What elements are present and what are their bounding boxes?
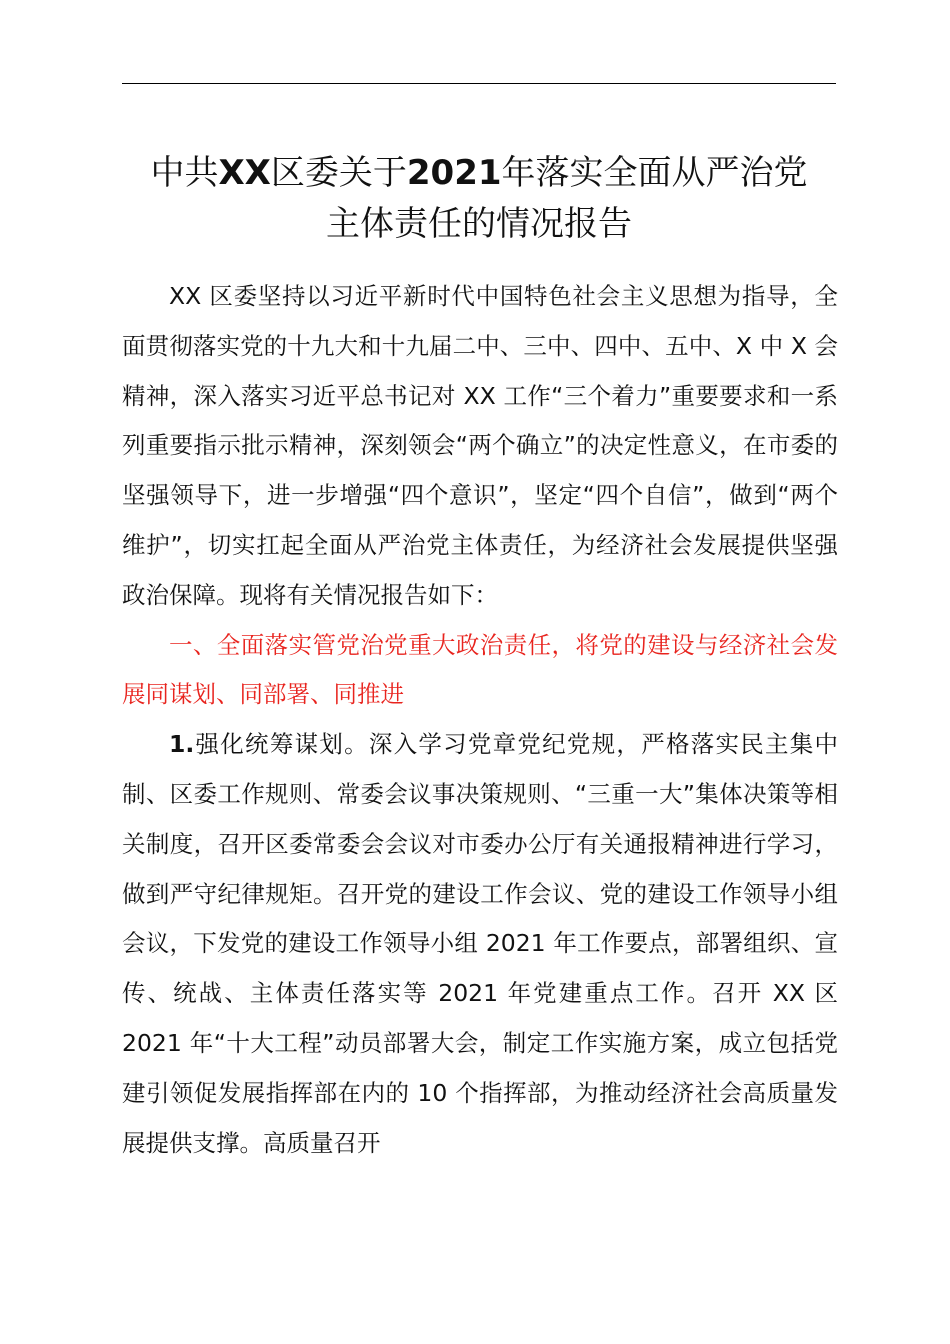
- section-heading-1: 一、全面落实管党治党重大政治责任，将党的建设与经济社会发展同谋划、同部署、同推进: [122, 630, 838, 709]
- item-number: 1.: [169, 730, 195, 759]
- document-title: [100, 148, 858, 250]
- title-line-2: 主体责任的情况报告: [326, 204, 632, 244]
- intro-paragraph: XX 区委坚持以习近平新时代中国特色社会主义思想为指导，全面贯彻落实党的十九大和十九届二中、三中、四中、五中、X 中 X 会精神，深入落实习近平总书记对 XX 工作“三个着力”重要要求和一系列重要指示批示精神，深刻领会“两个确立”的决定性意义，在市委的坚强领导下，进一步增强“四个意识”，坚定“四个自信”，做到“两个维护”，切实扛起全面从严治党主体责任，为经济社会发展提供坚强政治保障。现将有关情况报告如下：: [122, 282, 838, 609]
- item-paragraph-1: [122, 720, 838, 1168]
- header-rule: [122, 83, 836, 84]
- title-line-1: 中共XX区委关于2021年落实全面从严治党: [150, 153, 808, 193]
- document-body: [122, 272, 838, 1168]
- item-text: 强化统筹谋划。深入学习党章党纪党规，严格落实民主集中制、区委工作规则、常委会议事决策规则、“三重一大”集体决策等相关制度，召开区委常委会会议对市委办公厅有关通报精神进行学习，做到严守纪律规矩。召开党的建设工作会议、党的建设工作领导小组会议，下发党的建设工作领导小组 2021 年工作要点，部署组织、宣传、统战、主体责任落实等 2021 年党建重点工作。召开 XX 区 2021 年“十大工程”动员部署大会，制定工作实施方案，成立包括党建引领促发展指挥部在内的 10 个指挥部，为推动经济社会高质量发展提供支撑。高质量召开: [122, 730, 838, 1157]
